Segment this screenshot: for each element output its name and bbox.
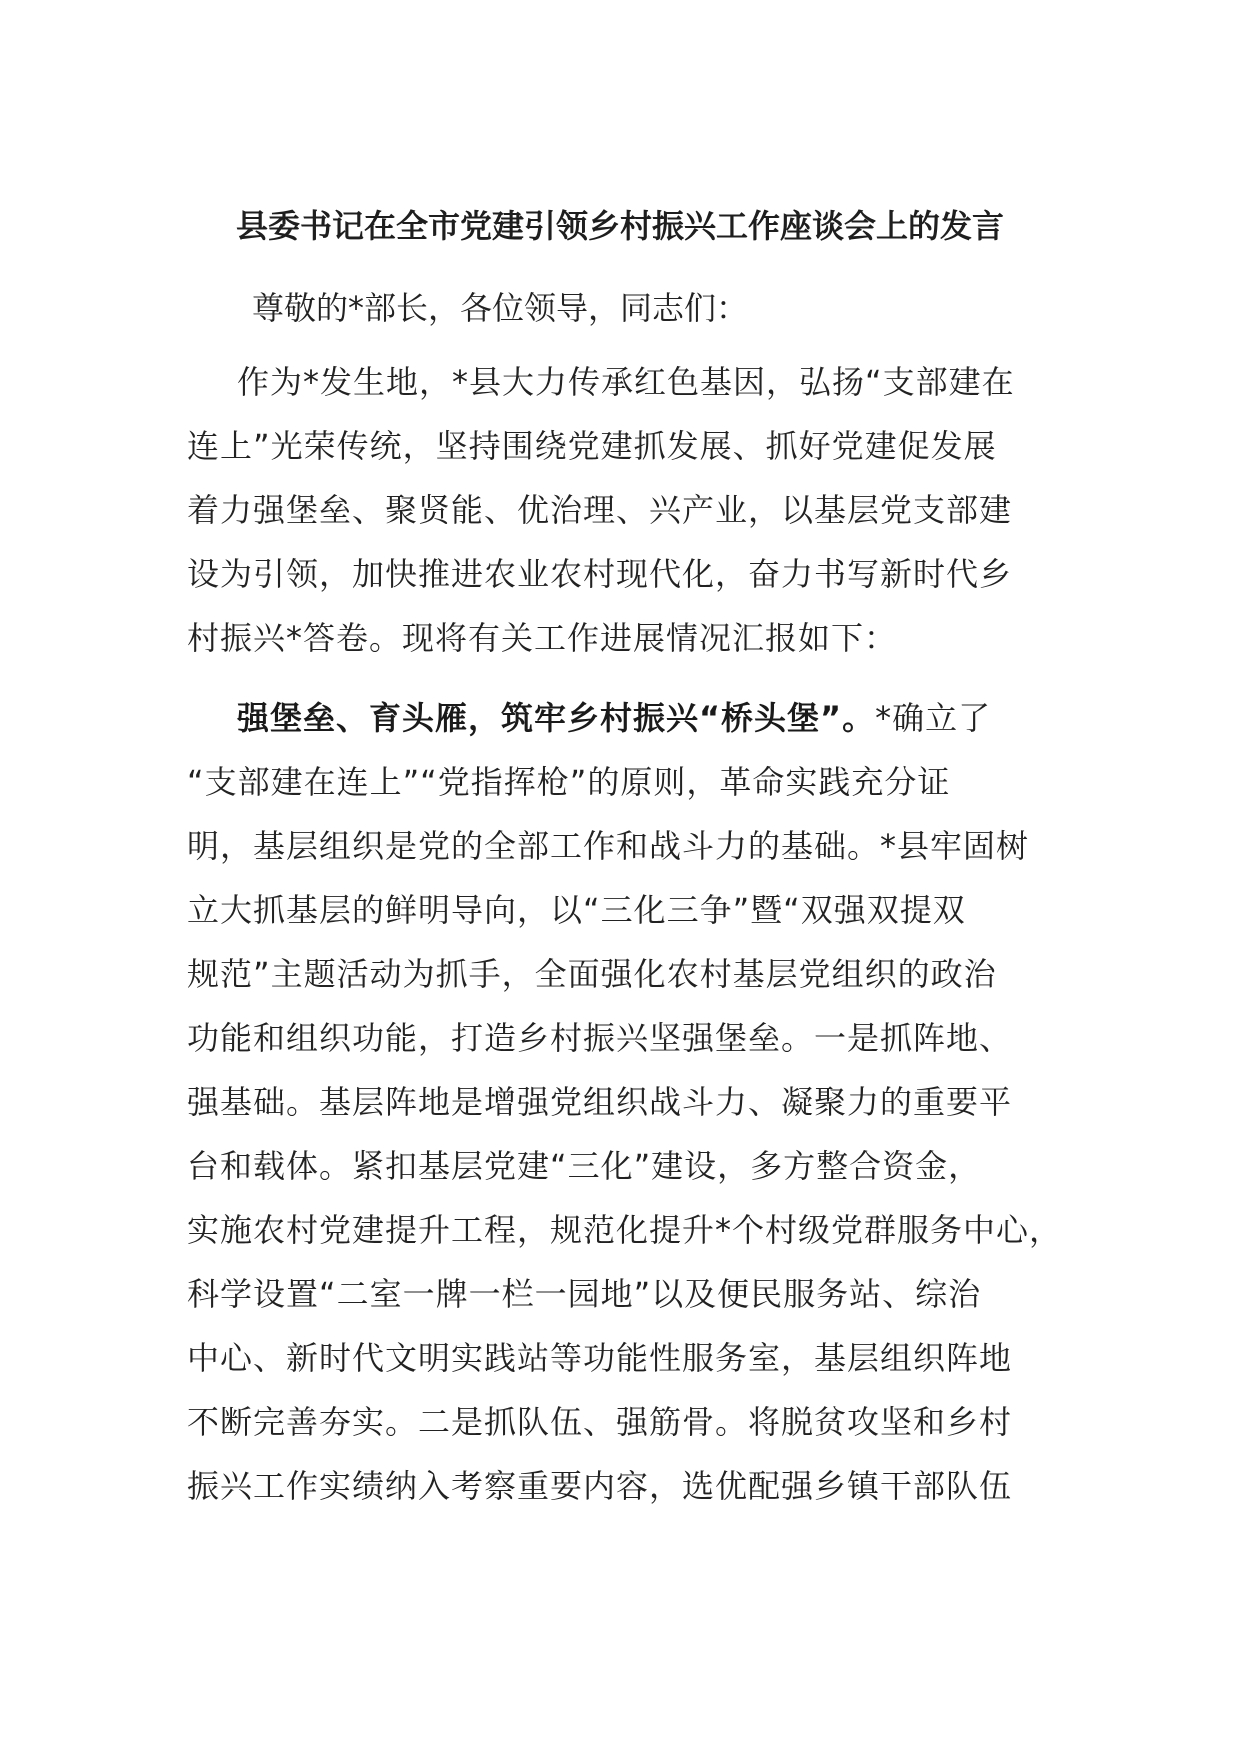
paragraph-line: 科学设置“二室一牌一栏一园地”以及便民服务站、综治	[187, 1275, 982, 1313]
paragraph-line: 实施农村党建提升工程，规范化提升*个村级党群服务中心，	[187, 1211, 1063, 1249]
paragraph-intro	[187, 350, 1067, 670]
paragraph-line: 规范”主题活动为抓手，全面强化农村基层党组织的政治	[187, 955, 997, 993]
paragraph-line: 振兴工作实绩纳入考察重要内容，选优配强乡镇干部队伍	[187, 1467, 1013, 1505]
paragraph-line: 功能和组织功能，打造乡村振兴坚强堡垒。一是抓阵地、	[187, 1019, 1013, 1057]
paragraph-section-one	[187, 686, 1067, 1518]
paragraph-line: 中心、新时代文明实践站等功能性服务室，基层组织阵地	[187, 1339, 1013, 1377]
paragraph-line: 村振兴*答卷。现将有关工作进展情况汇报如下：	[187, 619, 898, 657]
paragraph-line: 明，基层组织是党的全部工作和战斗力的基础。*县牢固树	[187, 827, 1030, 865]
document-title: 县委书记在全市党建引领乡村振兴工作座谈会上的发言	[235, 207, 1004, 245]
paragraph-line: 强基础。基层阵地是增强党组织战斗力、凝聚力的重要平	[187, 1083, 1013, 1121]
paragraph-line: 着力强堡垒、聚贤能、优治理、兴产业，以基层党支部建	[187, 491, 1013, 529]
paragraph-line: 台和载体。紧扣基层党建“三化”建设，多方整合资金，	[187, 1147, 982, 1185]
paragraph-line: “支部建在连上”“党指挥枪”的原则，革命实践充分证	[187, 763, 951, 801]
paragraph-line: 不断完善夯实。二是抓队伍、强筋骨。将脱贫攻坚和乡村	[187, 1403, 1013, 1441]
paragraph-line: 连上”光荣传统，坚持围绕党建抓发展、抓好党建促发展	[187, 427, 997, 465]
heading-continuation: *确立了	[875, 699, 992, 737]
paragraph-line: 立大抓基层的鲜明导向，以“三化三争”暨“双强双提双	[187, 891, 966, 929]
paragraph-line: 设为引领，加快推进农业农村现代化，奋力书写新时代乡	[187, 555, 1013, 593]
salutation: 尊敬的*部长，各位领导，同志们：	[252, 289, 749, 327]
paragraph-first-line	[187, 686, 1067, 750]
section-heading: 强堡垒、育头雁，筑牢乡村振兴“桥头堡”。	[237, 699, 876, 737]
paragraph-line: 作为*发生地，*县大力传承红色基因，弘扬“支部建在	[237, 363, 1015, 401]
